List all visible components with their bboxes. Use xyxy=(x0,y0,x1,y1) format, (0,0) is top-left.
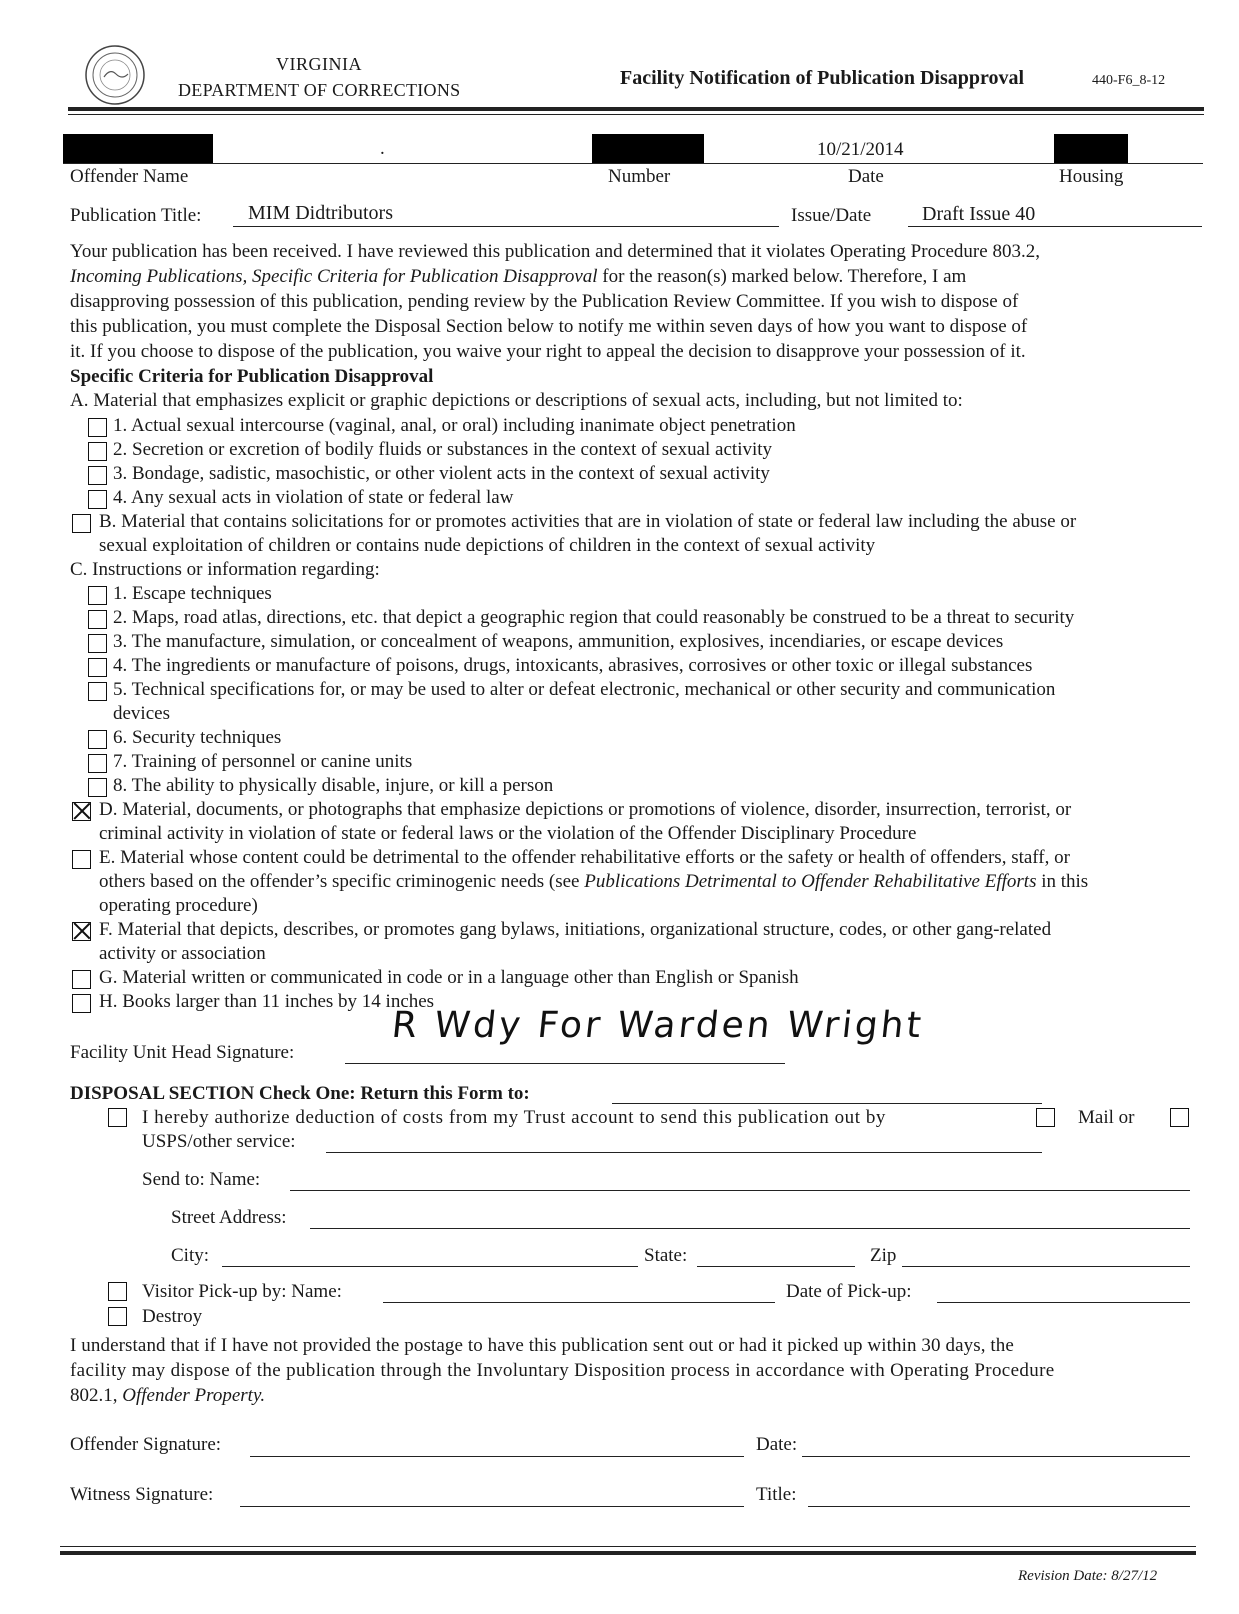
footer-rule-thin xyxy=(60,1546,1196,1547)
criterion-A3: 3. Bondage, sadistic, masochistic, or other violent acts in the context of sexual activity xyxy=(113,463,770,484)
checkbox-mail[interactable] xyxy=(1036,1108,1055,1127)
criterion-E-italic: Publications Detrimental to Offender Rehabilitative Efforts xyxy=(584,871,1037,892)
issue-date-label: Issue/Date xyxy=(791,205,872,226)
virginia-seal-icon xyxy=(84,44,146,106)
criterion-C7: 7. Training of personnel or canine units xyxy=(113,751,413,772)
checkbox-A2[interactable] xyxy=(88,442,107,461)
criterion-C: C. Instructions or information regarding: xyxy=(70,559,380,580)
closing-procedure-number: 802.1, xyxy=(70,1385,123,1406)
send-to-name-line[interactable] xyxy=(290,1190,1190,1191)
witness-title-line[interactable] xyxy=(808,1506,1190,1507)
criterion-A1: 1. Actual sexual intercourse (vaginal, anal, or oral) including inanimate object penetration xyxy=(113,415,796,436)
street-address-line[interactable] xyxy=(310,1228,1190,1229)
offender-name-label: Offender Name xyxy=(70,166,189,187)
visitor-pickup-line[interactable] xyxy=(383,1302,775,1303)
intro-line-1: Your publication has been received. I have reviewed this publication and determined that it violates Operating Procedure 803.2, xyxy=(70,241,1040,262)
usps-line[interactable] xyxy=(326,1152,1042,1153)
checkbox-F[interactable] xyxy=(72,922,91,941)
intro-line-4: this publication, you must complete the Disposal Section below to notify me within seven days of how you want to dispose of xyxy=(70,316,1028,337)
redacted-housing xyxy=(1054,134,1128,164)
criterion-E-line2-start: others based on the offender’s specific criminogenic needs (see xyxy=(99,871,585,892)
criterion-E-line2 xyxy=(99,871,1088,893)
closing-procedure-title: Offender Property. xyxy=(122,1385,266,1406)
state-line[interactable] xyxy=(697,1266,855,1267)
checkbox-A4[interactable] xyxy=(88,490,107,509)
facility-signature-label: Facility Unit Head Signature: xyxy=(70,1042,295,1063)
usps-label: USPS/other service: xyxy=(142,1131,296,1152)
criterion-D-line2: criminal activity in violation of state or federal laws or the violation of the Offender Disciplinary Procedure xyxy=(99,823,917,844)
closing-line-3 xyxy=(70,1385,265,1407)
criteria-heading: Specific Criteria for Publication Disapproval xyxy=(70,366,434,387)
witness-signature-line[interactable] xyxy=(240,1506,744,1507)
checkbox-A3[interactable] xyxy=(88,466,107,485)
criterion-E-line3: operating procedure) xyxy=(99,895,258,916)
offender-signature-label: Offender Signature: xyxy=(70,1434,222,1455)
checkbox-G[interactable] xyxy=(72,970,91,989)
form-number: 440-F6_8-12 xyxy=(1092,73,1166,88)
checkbox-A1[interactable] xyxy=(88,418,107,437)
pickup-date-label: Date of Pick-up: xyxy=(786,1281,912,1302)
criterion-G: G. Material written or communicated in code or in a language other than English or Spanish xyxy=(99,967,799,988)
witness-title-label: Title: xyxy=(756,1484,797,1505)
checkbox-C2[interactable] xyxy=(88,610,107,629)
form-title: Facility Notification of Publication Disapproval xyxy=(620,67,1025,89)
checkbox-C3[interactable] xyxy=(88,634,107,653)
name-mark: . xyxy=(380,138,385,159)
destroy-label: Destroy xyxy=(142,1306,203,1327)
publication-title-label: Publication Title: xyxy=(70,205,202,226)
checkbox-C5[interactable] xyxy=(88,682,107,701)
redacted-offender-number xyxy=(592,134,704,164)
witness-signature-label: Witness Signature: xyxy=(70,1484,214,1505)
intro-line-2 xyxy=(70,266,1194,288)
checkbox-B[interactable] xyxy=(72,514,91,533)
criterion-A2: 2. Secretion or excretion of bodily fluids or substances in the context of sexual activity xyxy=(113,439,773,460)
publication-title-line xyxy=(233,226,779,227)
date-value: 10/21/2014 xyxy=(817,139,904,160)
checkbox-destroy[interactable] xyxy=(108,1307,127,1326)
checkbox-C7[interactable] xyxy=(88,754,107,773)
criterion-H: H. Books larger than 11 inches by 14 inches xyxy=(99,991,435,1012)
mail-label: Mail or xyxy=(1078,1107,1135,1128)
closing-line-2: facility may dispose of the publication through the Involuntary Disposition process in accordance with Operating Procedure xyxy=(70,1360,1055,1381)
offender-date-label: Date: xyxy=(756,1434,798,1455)
closing-line-1: I understand that if I have not provided the postage to have this publication sent out or had it picked up within 30 days, the xyxy=(70,1335,1014,1356)
checkbox-C4[interactable] xyxy=(88,658,107,677)
offender-signature-line[interactable] xyxy=(250,1456,744,1457)
intro-line-3: disapproving possession of this publication, pending review by the Publication Review Committee. If you wish to dispose of xyxy=(70,291,1019,312)
issue-date-line xyxy=(908,226,1202,227)
criterion-C3: 3. The manufacture, simulation, or concealment of weapons, ammunition, explosives, incendiaries, or escape devices xyxy=(113,631,1004,652)
pickup-date-line[interactable] xyxy=(937,1302,1190,1303)
checkbox-E[interactable] xyxy=(72,850,91,869)
zip-line[interactable] xyxy=(902,1266,1190,1267)
street-address-label: Street Address: xyxy=(171,1207,287,1228)
zip-label: Zip xyxy=(870,1245,897,1266)
disposal-heading: DISPOSAL SECTION Check One: Return this Form to: xyxy=(70,1083,530,1104)
footer-rule-thick xyxy=(60,1551,1196,1555)
intro-line-5: it. If you choose to dispose of the publication, you waive your right to appeal the decision to disapprove your possession of it. xyxy=(70,341,1026,362)
checkbox-C6[interactable] xyxy=(88,730,107,749)
issue-date-value: Draft Issue 40 xyxy=(922,203,1036,225)
facility-signature-handwriting: R Wdy For Warden Wright xyxy=(389,1005,926,1046)
criterion-E-line2-end: in this xyxy=(1036,871,1089,892)
return-form-line[interactable] xyxy=(612,1103,1042,1104)
criterion-D-line1: D. Material, documents, or photographs that emphasize depictions or promotions of violence, disorder, insurrection, terrorist, or xyxy=(99,799,1072,820)
checkbox-C8[interactable] xyxy=(88,778,107,797)
checkbox-visitor-pickup[interactable] xyxy=(108,1282,127,1301)
offender-date-line[interactable] xyxy=(802,1456,1190,1457)
criterion-C6: 6. Security techniques xyxy=(113,727,282,748)
criterion-C2: 2. Maps, road atlas, directions, etc. that depict a geographic region that could reasonably be construed to be a threat to security xyxy=(113,607,1075,628)
state-label: State: xyxy=(644,1245,688,1266)
checkbox-authorize-deduction[interactable] xyxy=(108,1108,127,1127)
header-rule-thick xyxy=(68,107,1204,111)
criterion-C8: 8. The ability to physically disable, injure, or kill a person xyxy=(113,775,554,796)
number-label: Number xyxy=(608,166,671,187)
facility-signature-line xyxy=(345,1063,785,1064)
checkbox-usps[interactable] xyxy=(1170,1108,1189,1127)
criterion-C1: 1. Escape techniques xyxy=(113,583,272,604)
criterion-F-line1: F. Material that depicts, describes, or promotes gang bylaws, initiations, organizational structure, codes, or other gang-related xyxy=(99,919,1052,940)
publication-title-value: MIM Didtributors xyxy=(248,202,393,224)
criterion-A4: 4. Any sexual acts in violation of state or federal law xyxy=(113,487,514,508)
department-name: DEPARTMENT OF CORRECTIONS xyxy=(178,80,461,100)
checkbox-C1[interactable] xyxy=(88,586,107,605)
city-label: City: xyxy=(171,1245,210,1266)
header-rule-thin xyxy=(68,114,1204,115)
criterion-B-line2: sexual exploitation of children or contains nude depictions of children in the context of sexual activity xyxy=(99,535,876,556)
authorize-text: I hereby authorize deduction of costs from my Trust account to send this publication out by xyxy=(142,1107,886,1128)
checkbox-D[interactable] xyxy=(72,802,91,821)
send-to-name-label: Send to: Name: xyxy=(142,1169,261,1190)
offender-row-line xyxy=(63,163,1203,164)
visitor-pickup-label: Visitor Pick-up by: Name: xyxy=(142,1281,342,1302)
date-label: Date xyxy=(848,166,884,187)
criterion-E-line1: E. Material whose content could be detrimental to the offender rehabilitative efforts or the safety or health of offenders, staff, or xyxy=(99,847,1070,868)
criterion-F-line2: activity or association xyxy=(99,943,266,964)
revision-date: Revision Date: 8/27/12 xyxy=(1018,1568,1158,1584)
criterion-C5-line1: 5. Technical specifications for, or may be used to alter or defeat electronic, mechanical or other security and communication xyxy=(113,679,1056,700)
city-line[interactable] xyxy=(222,1266,638,1267)
criterion-B-line1: B. Material that contains solicitations for or promotes activities that are in violation of state or federal law including the abuse or xyxy=(99,511,1077,532)
criterion-C5-line2: devices xyxy=(113,703,170,724)
criterion-A: A. Material that emphasizes explicit or graphic depictions or descriptions of sexual acts, including, but not limited to: xyxy=(70,390,963,411)
intro-procedure-title: Incoming Publications, Specific Criteria for Publication Disapproval xyxy=(70,266,598,287)
redacted-offender-name xyxy=(63,134,213,164)
housing-label: Housing xyxy=(1059,166,1124,187)
state-name: VIRGINIA xyxy=(276,54,362,74)
intro-line-2-rest: for the reason(s) marked below. Therefore, I am xyxy=(597,266,967,287)
checkbox-H[interactable] xyxy=(72,994,91,1013)
criterion-C4: 4. The ingredients or manufacture of poisons, drugs, intoxicants, abrasives, corrosives or other toxic or illegal substances xyxy=(113,655,1033,676)
